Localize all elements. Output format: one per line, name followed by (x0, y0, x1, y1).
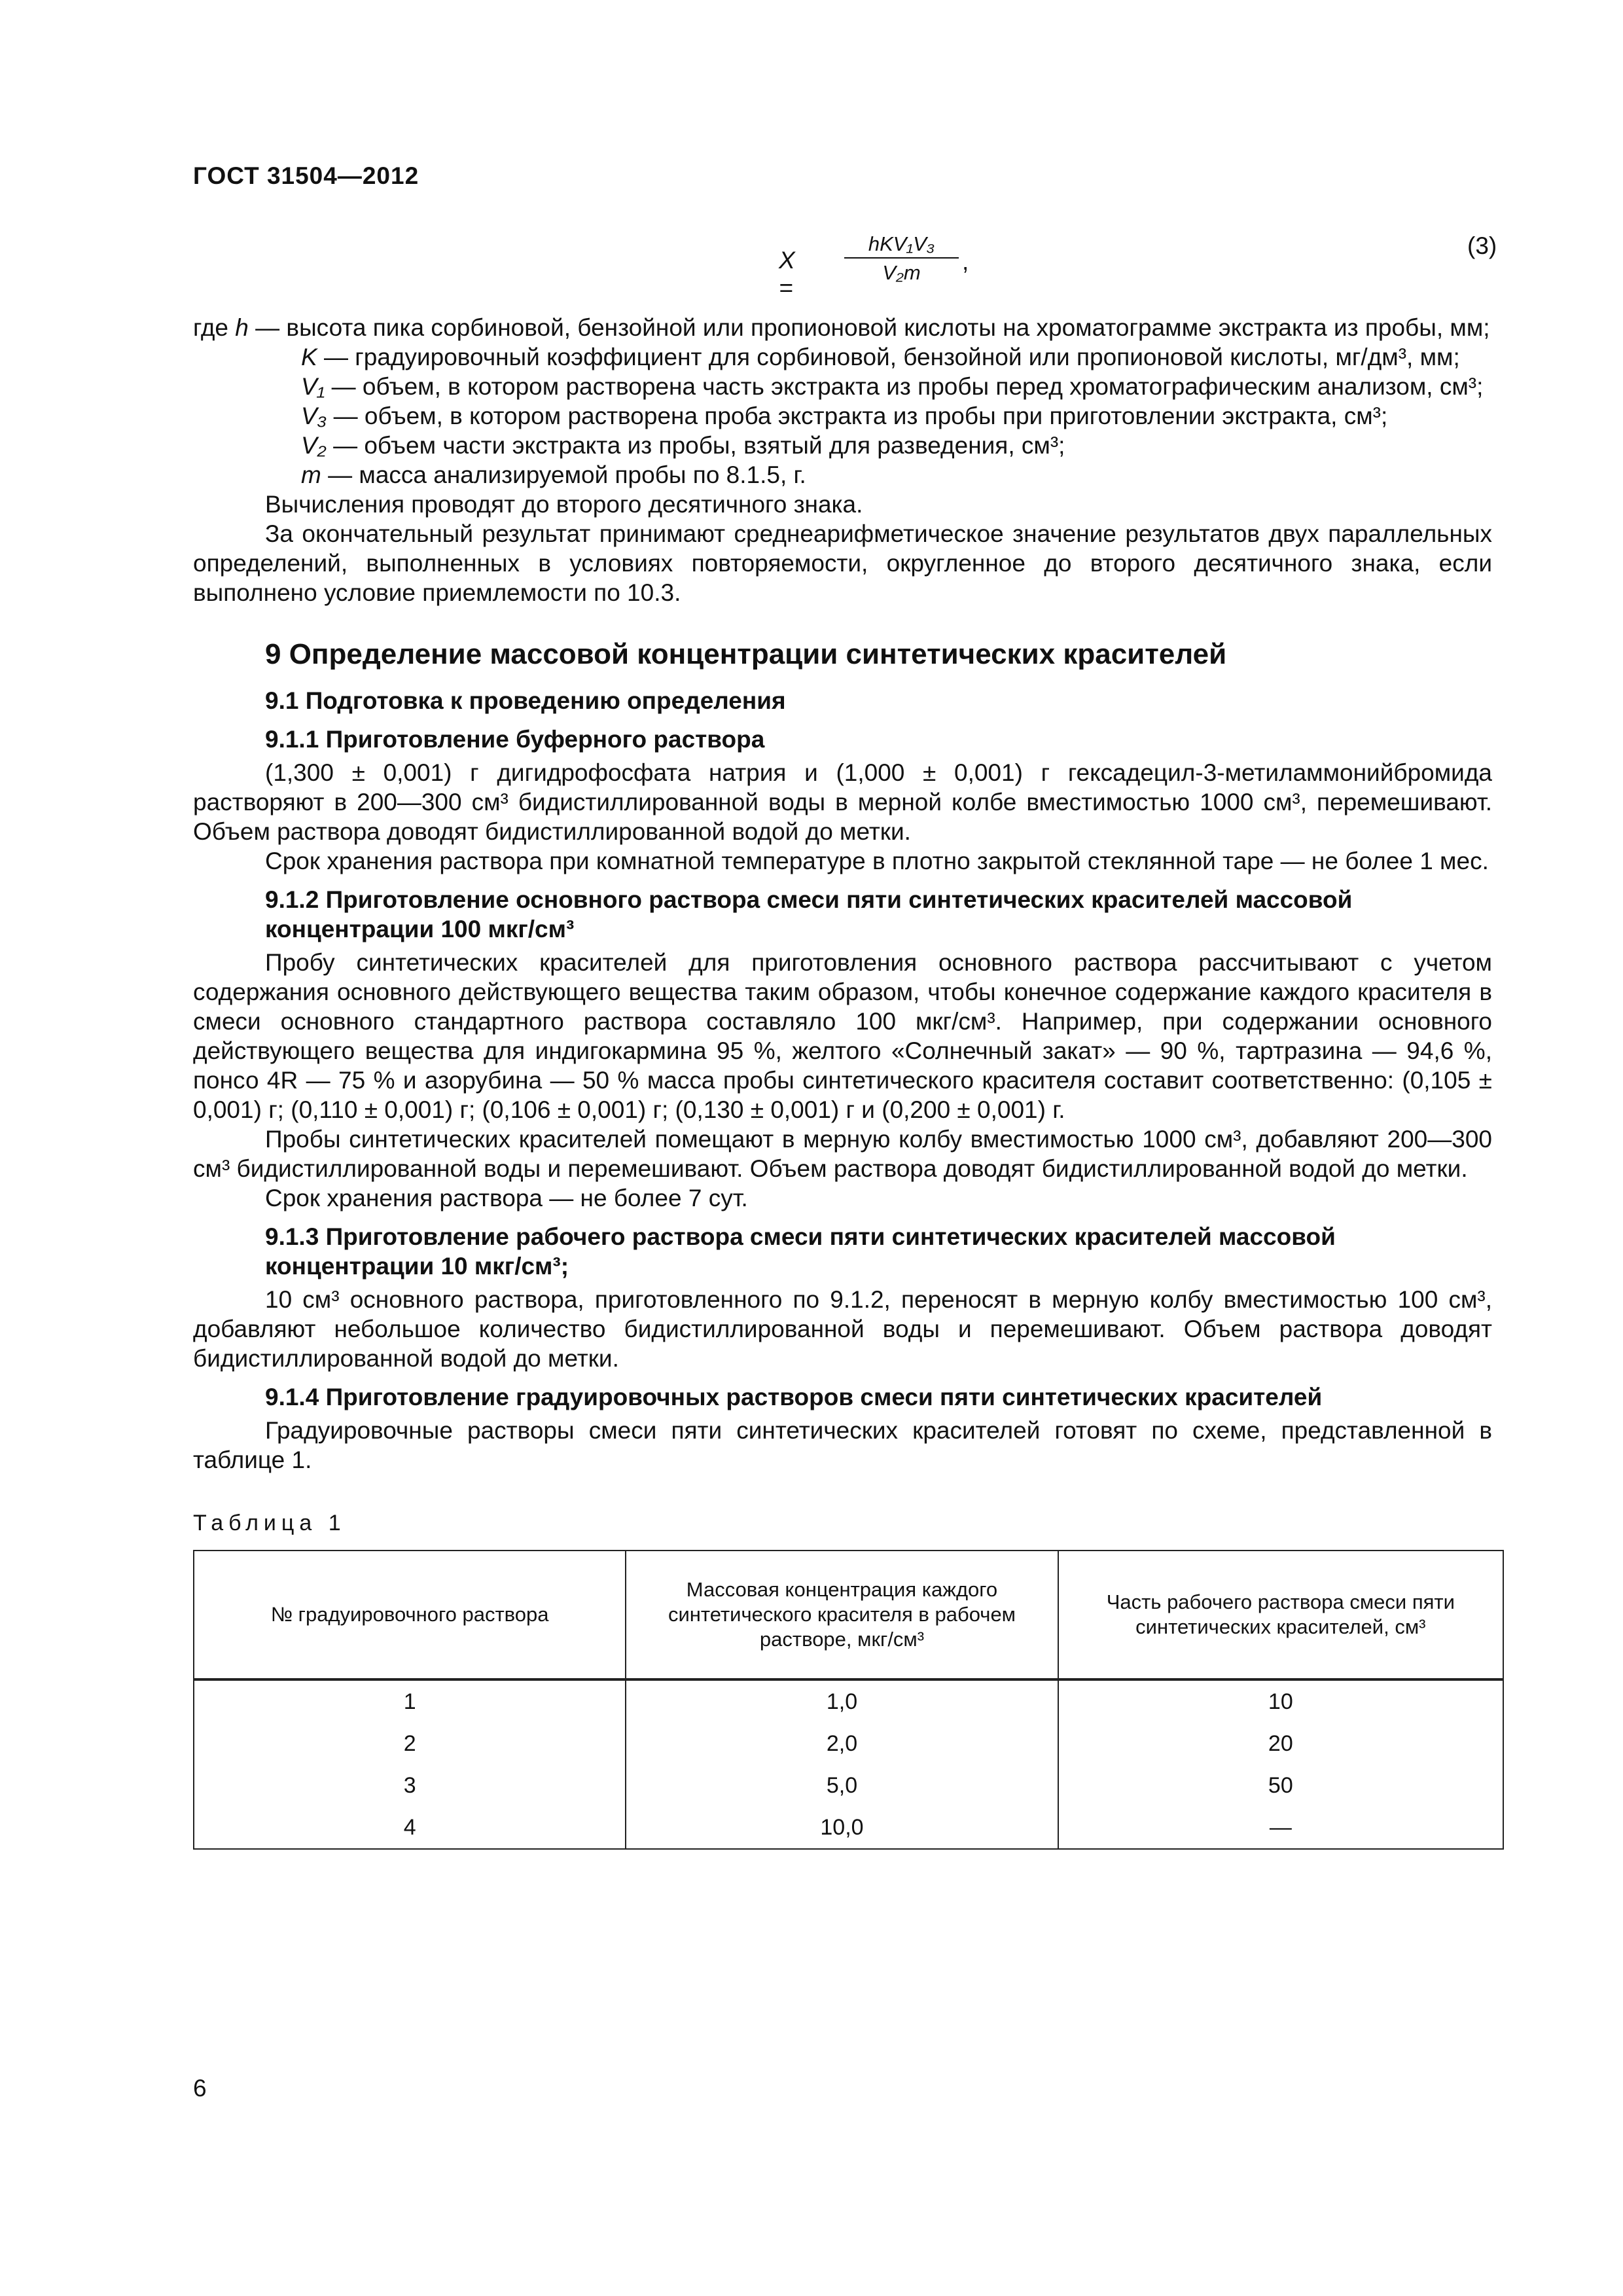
definition-symbol: V₃ (301, 403, 327, 429)
definition-intro: где (193, 314, 229, 341)
table-caption: Таблица 1 (193, 1511, 346, 1535)
table-row (194, 1765, 1503, 1806)
definition-text: — объем, в котором растворена проба экстракта из пробы при приготовлении экстракта, см³; (327, 403, 1388, 429)
formula-lhs: X = (779, 247, 795, 301)
document-body (193, 313, 1492, 1850)
paragraph-9-1-2-1: Пробу синтетических красителей для приготовления основного раствора рассчитывают с учетом содержания основного действующего вещества таким образом, чтобы конечное содержание каждого красителя в смеси основного стандартного раствора составляло 100 мкг/см³. Например, при содержании основного действующего вещества для индигокармина 95 %, желтого «Солнечный закат» — 90 %, тартразина — 94,6 %, понсо 4R — 75 % и азорубина — 50 % масса пробы синтетического красителя составит соответственно: (0,105 ± 0,001) г; (0,110 ± 0,001) г; (0,106 ± 0,001) г; (0,130 ± 0,001) г и (0,200 ± 0,001) г. (193, 949, 1492, 1123)
table-cell: 1 (194, 1679, 626, 1723)
section-9-1-3-heading: 9.1.3 Приготовление рабочего раствора смеси пяти синтетических красителей массовой концентрации 10 мкг/см³; (265, 1223, 1336, 1280)
paragraph-9-1-3-1: 10 см³ основного раствора, приготовленного по 9.1.2, переносят в мерную колбу вместимостью 100 см³, добавляют небольшое количество бидистиллированной воды и перемешивают. Объем раствора доводят бидистиллированной водой до метки. (193, 1286, 1492, 1372)
definition-text: — объем части экстракта из пробы, взятый для разведения, см³; (326, 432, 1065, 459)
table-cell: — (1058, 1806, 1503, 1849)
section-9-1-1-heading: 9.1.1 Приготовление буферного раствора (265, 726, 765, 753)
definition-text: — объем, в котором растворена часть экстракта из пробы перед хроматографическим анализом, см³; (325, 373, 1484, 400)
page-number: 6 (193, 2075, 207, 2102)
table-cell: 10 (1058, 1679, 1503, 1723)
table-cell: 4 (194, 1806, 626, 1849)
definition-k (193, 342, 1492, 372)
document-header: ГОСТ 31504—2012 (193, 162, 419, 189)
paragraph-calculation: Вычисления проводят до второго десятичного знака. (265, 491, 863, 518)
formula-comma: , (962, 248, 969, 275)
table-cell: 20 (1058, 1723, 1503, 1765)
section-9-1-4-heading: 9.1.4 Приготовление градуировочных растворов смеси пяти синтетических красителей (265, 1384, 1323, 1410)
definition-symbol: m (301, 461, 321, 488)
table-cell: 1,0 (626, 1679, 1058, 1723)
definition-v3 (193, 401, 1492, 431)
formula-numerator: hKV₁V₃ (844, 232, 959, 259)
paragraph-9-1-1-2: Срок хранения раствора при комнатной температуре в плотно закрытой стеклянной таре — не более 1 мес. (265, 848, 1489, 874)
table-row (194, 1723, 1503, 1765)
paragraph-9-1-1-1: (1,300 ± 0,001) г дигидрофосфата натрия и (1,000 ± 0,001) г гексадецил-3-метиламмонийбромида растворяют в 200—300 см³ бидистиллированной воды в мерной колбе вместимостью 1000 см³, перемешивают. Объем раствора доводят бидистиллированной водой до метки. (193, 759, 1492, 845)
table-cell: 2 (194, 1723, 626, 1765)
table-header-cell: Часть рабочего раствора смеси пяти синтетических красителей, см³ (1058, 1551, 1503, 1679)
definition-h (193, 313, 1492, 342)
definition-text: — высота пика сорбиновой, бензойной или пропионовой кислоты на хроматограмме экстракта из пробы, мм; (248, 314, 1490, 341)
table-cell: 2,0 (626, 1723, 1058, 1765)
table-header-cell: Массовая концентрация каждого синтетического красителя в рабочем растворе, мкг/см³ (626, 1551, 1058, 1679)
table-cell: 50 (1058, 1765, 1503, 1806)
table-row (194, 1679, 1503, 1723)
table-1 (193, 1550, 1504, 1850)
paragraph-final-result: За окончательный результат принимают среднеарифметическое значение результатов двух параллельных определений, выполненных в условиях повторяемости, округленное до второго десятичного знака, если выполнено условие приемлемости по 10.3. (193, 520, 1492, 606)
definition-text: — градуировочный коэффициент для сорбиновой, бензойной или пропионовой кислоты, мг/дм³, мм; (317, 344, 1460, 370)
formula-fraction (844, 232, 959, 285)
paragraph-9-1-2-2: Пробы синтетических красителей помещают в мерную колбу вместимостью 1000 см³, добавляют 200—300 см³ бидистиллированной воды и перемешивают. Объем раствора доводят бидистиллированной водой до метки. (193, 1126, 1492, 1182)
section-9-heading: 9 Определение массовой концентрации синтетических красителей (265, 638, 1227, 670)
paragraph-9-1-4-1: Градуировочные растворы смеси пяти синтетических красителей готовят по схеме, представленной в таблице 1. (193, 1417, 1492, 1473)
table-cell: 3 (194, 1765, 626, 1806)
definition-symbol: h (235, 314, 249, 341)
definition-text: — масса анализируемой пробы по 8.1.5, г. (321, 461, 806, 488)
definition-v1 (193, 372, 1492, 401)
definition-m (193, 460, 1492, 490)
section-9-1-2-heading: 9.1.2 Приготовление основного раствора смеси пяти синтетических красителей массовой концентрации 100 мкг/см³ (265, 886, 1353, 942)
table-row (194, 1806, 1503, 1849)
table-header-row (194, 1551, 1503, 1679)
table-cell: 10,0 (626, 1806, 1058, 1849)
table-cell: 5,0 (626, 1765, 1058, 1806)
definition-symbol: K (301, 344, 317, 370)
section-9-1-heading: 9.1 Подготовка к проведению определения (265, 687, 786, 714)
definition-v2 (193, 431, 1492, 460)
table-header-cell: № градуировочного раствора (194, 1551, 626, 1679)
formula-denominator: V₂m (882, 261, 921, 284)
definition-symbol: V₁ (301, 373, 325, 400)
equation-number: (3) (1467, 232, 1497, 259)
paragraph-9-1-2-3: Срок хранения раствора — не более 7 сут. (265, 1185, 748, 1211)
definition-symbol: V₂ (301, 432, 327, 459)
